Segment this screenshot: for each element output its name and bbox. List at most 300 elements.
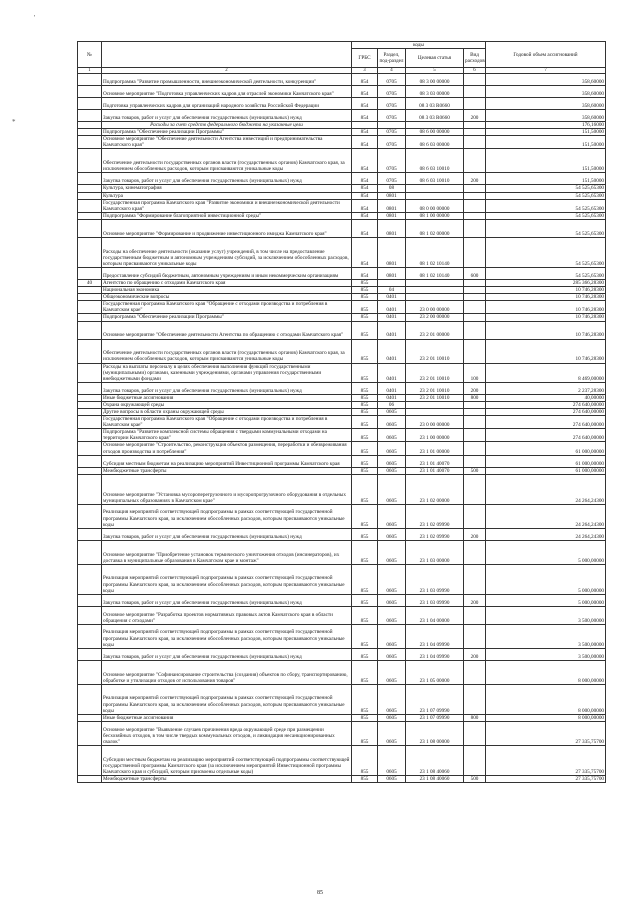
row-sum-cell: 274 640,00000 bbox=[486, 416, 606, 429]
header-num-5: 5 bbox=[406, 68, 464, 74]
table-row bbox=[78, 540, 606, 564]
table-row bbox=[78, 684, 606, 714]
row-csr-cell bbox=[406, 408, 464, 415]
row-razdel-cell: 0705 bbox=[378, 98, 406, 110]
table-row bbox=[78, 86, 606, 98]
table-row bbox=[78, 122, 606, 129]
table-row bbox=[78, 237, 606, 267]
row-number-cell bbox=[78, 363, 102, 382]
header-grbs: ГРБС bbox=[352, 49, 378, 68]
row-csr-cell: 23 2 01 10010 bbox=[406, 339, 464, 363]
row-name-cell: Обеспечение деятельности государственных органов власти (государственных органов) Камчатского края, за исключением обособленных расходов, которым присваиваются уникальные коды bbox=[102, 339, 352, 363]
header-csr: Целевая статья bbox=[406, 49, 464, 68]
row-razdel-cell: 0801 bbox=[378, 212, 406, 219]
table-row bbox=[78, 136, 606, 149]
row-vr-cell bbox=[464, 314, 486, 321]
row-razdel-cell: 0605 bbox=[378, 540, 406, 564]
row-csr-cell: 23 2 01 00000 bbox=[406, 321, 464, 339]
row-vr-cell bbox=[464, 301, 486, 314]
row-number-cell bbox=[78, 185, 102, 192]
row-razdel-cell: 0801 bbox=[378, 192, 406, 199]
row-grbs-cell: 855 bbox=[352, 775, 378, 782]
row-csr-cell: 23 1 05 00000 bbox=[406, 660, 464, 684]
row-csr-cell: 08 6 03 10010 bbox=[406, 173, 464, 185]
row-number-cell bbox=[78, 294, 102, 301]
row-vr-cell bbox=[464, 219, 486, 237]
table-row bbox=[78, 149, 606, 173]
row-name-cell: Основное мероприятие "Обеспечение деятельности Агентства инвестиций и предпринимательства Камчатского края" bbox=[102, 136, 352, 149]
row-grbs-cell: 855 bbox=[352, 745, 378, 775]
row-csr-cell: 08 1 02 00000 bbox=[406, 219, 464, 237]
row-csr-cell: 23 0 00 00000 bbox=[406, 416, 464, 429]
row-number-cell bbox=[78, 745, 102, 775]
row-grbs-cell: 855 bbox=[352, 339, 378, 363]
table-row bbox=[78, 129, 606, 136]
row-number-cell bbox=[78, 237, 102, 267]
row-grbs-cell: 855 bbox=[352, 721, 378, 745]
row-vr-cell bbox=[464, 624, 486, 648]
row-razdel-cell: 0801 bbox=[378, 237, 406, 267]
row-name-cell: Обеспечение деятельности государственных органов власти (государственных органов) Камчатского края, за исключением обособленных расходов, которым присваиваются уникальные коды bbox=[102, 149, 352, 173]
row-number-cell bbox=[78, 540, 102, 564]
row-number-cell bbox=[78, 110, 102, 122]
row-csr-cell: 23 1 01 40070 bbox=[406, 467, 464, 474]
table-row bbox=[78, 401, 606, 408]
row-razdel-cell: 0801 bbox=[378, 199, 406, 212]
row-razdel-cell: 06 bbox=[378, 401, 406, 408]
row-csr-cell: 08 3 00 00000 bbox=[406, 74, 464, 86]
row-csr-cell: 23 1 02 00000 bbox=[406, 474, 464, 504]
row-sum-cell: 358,60000 bbox=[486, 98, 606, 110]
row-number-cell bbox=[78, 467, 102, 474]
row-razdel-cell: 0605 bbox=[378, 624, 406, 648]
row-vr-cell bbox=[464, 429, 486, 442]
row-razdel-cell: 0705 bbox=[378, 136, 406, 149]
row-grbs-cell: 854 bbox=[352, 98, 378, 110]
row-vr-cell: 500 bbox=[464, 467, 486, 474]
row-name-cell: Национальная экономика bbox=[102, 287, 352, 294]
row-name-cell: Агентство по обращению с отходами Камчатского края bbox=[102, 279, 352, 286]
row-number-cell bbox=[78, 624, 102, 648]
row-grbs-cell: 854 bbox=[352, 237, 378, 267]
row-number-cell bbox=[78, 321, 102, 339]
row-name-cell: Основное мероприятие "Строительство, реконструкция объектов размещения, переработки и обезвреживания отходов производства и потребления" bbox=[102, 442, 352, 455]
row-sum-cell: 10 746,28300 bbox=[486, 321, 606, 339]
row-vr-cell bbox=[464, 294, 486, 301]
row-razdel-cell: 0801 bbox=[378, 219, 406, 237]
row-name-cell: Основное мероприятие "Разработка проектов нормативных правовых актов Камчатского края в области обращения с отходами" bbox=[102, 606, 352, 624]
row-csr-cell: 23 1 04 09990 bbox=[406, 624, 464, 648]
row-grbs-cell: 855 bbox=[352, 606, 378, 624]
table-row bbox=[78, 624, 606, 648]
row-grbs-cell: 855 bbox=[352, 314, 378, 321]
row-vr-cell: 200 bbox=[464, 594, 486, 606]
row-name-cell: Государственная программа Камчатского края "Развитие экономики и внешнеэкономической деятельности Камчатского края" bbox=[102, 199, 352, 212]
table-row bbox=[78, 474, 606, 504]
row-grbs-cell: 855 bbox=[352, 394, 378, 401]
budget-table bbox=[77, 41, 606, 783]
row-csr-cell bbox=[406, 401, 464, 408]
row-razdel-cell: 0605 bbox=[378, 429, 406, 442]
row-razdel-cell: 0605 bbox=[378, 660, 406, 684]
row-razdel-cell: 0401 bbox=[378, 382, 406, 394]
row-csr-cell: 23 1 07 09990 bbox=[406, 684, 464, 714]
row-vr-cell bbox=[464, 684, 486, 714]
row-csr-cell: 23 1 01 40070 bbox=[406, 455, 464, 467]
row-sum-cell: 2 237,28300 bbox=[486, 382, 606, 394]
row-csr-cell: 23 2 01 10010 bbox=[406, 382, 464, 394]
row-name-cell: Расходы на обеспечение деятельности (оказание услуг) учреждений, в том числе на предоставление государственным бюджетным и автономным учреждениям субсидий, за исключением обособленных расходов, которым присваиваются уникальные коды bbox=[102, 237, 352, 267]
row-razdel-cell: 0401 bbox=[378, 294, 406, 301]
row-razdel-cell: 0705 bbox=[378, 173, 406, 185]
row-csr-cell: 23 1 08 00000 bbox=[406, 721, 464, 745]
row-name-cell: Основное мероприятие "Софинансирование строительства (создания) объектов по сбору, транспортированию, обработке и утилизации отходов от использования товаров" bbox=[102, 660, 352, 684]
row-number-cell bbox=[78, 455, 102, 467]
row-csr-cell bbox=[406, 192, 464, 199]
table-row bbox=[78, 504, 606, 528]
table-row bbox=[78, 394, 606, 401]
table-row bbox=[78, 185, 606, 192]
row-number-cell bbox=[78, 606, 102, 624]
row-csr-cell: 23 1 00 00000 bbox=[406, 429, 464, 442]
row-sum-cell: 10 746,28300 bbox=[486, 339, 606, 363]
row-sum-cell: 176,16000 bbox=[486, 122, 606, 129]
row-sum-cell: 151,50000 bbox=[486, 149, 606, 173]
table-row bbox=[78, 294, 606, 301]
row-razdel-cell: 0401 bbox=[378, 314, 406, 321]
row-grbs-cell: 855 bbox=[352, 416, 378, 429]
row-csr-cell: 23 1 08 40060 bbox=[406, 775, 464, 782]
row-number-cell bbox=[78, 382, 102, 394]
row-sum-cell: 8 000,00000 bbox=[486, 684, 606, 714]
row-name-cell: Основное мероприятие "Обеспечение деятельности Агентства по обращению с отходами Камчатского края" bbox=[102, 321, 352, 339]
row-sum-cell: 151,50000 bbox=[486, 173, 606, 185]
row-name-cell: Иные бюджетные ассигнования bbox=[102, 394, 352, 401]
table-row bbox=[78, 382, 606, 394]
header-codes: коды bbox=[352, 42, 486, 49]
row-vr-cell bbox=[464, 416, 486, 429]
header-num-6: 6 bbox=[464, 68, 486, 74]
row-sum-cell: 10 746,28300 bbox=[486, 294, 606, 301]
row-csr-cell: 23 2 00 00000 bbox=[406, 314, 464, 321]
row-name-cell: Культура bbox=[102, 192, 352, 199]
row-grbs-cell: 855 bbox=[352, 624, 378, 648]
row-number-cell bbox=[78, 122, 102, 129]
row-grbs-cell: 854 bbox=[352, 199, 378, 212]
row-sum-cell: 54 525,65300 bbox=[486, 185, 606, 192]
row-grbs-cell: 854 bbox=[352, 129, 378, 136]
row-number-cell bbox=[78, 442, 102, 455]
row-razdel-cell: 0401 bbox=[378, 394, 406, 401]
row-vr-cell bbox=[464, 86, 486, 98]
row-grbs-cell: 854 bbox=[352, 192, 378, 199]
row-vr-cell bbox=[464, 149, 486, 173]
row-csr-cell: 23 1 04 09990 bbox=[406, 648, 464, 660]
row-name-cell: Закупка товаров, работ и услуг для обеспечения государственных (муниципальных) нужд bbox=[102, 648, 352, 660]
row-csr-cell: 08 1 02 10140 bbox=[406, 267, 464, 279]
row-csr-cell: 08 0 00 00000 bbox=[406, 199, 464, 212]
row-name-cell: Реализация мероприятий соответствующей подпрограммы в рамках соответствующей государственной программы Камчатского края, за исключением обособленных расходов, которым присваиваются уникальные коды bbox=[102, 504, 352, 528]
row-csr-cell: 08 6 00 00000 bbox=[406, 129, 464, 136]
table-row bbox=[78, 594, 606, 606]
row-razdel-cell bbox=[378, 279, 406, 286]
header-no: № bbox=[78, 42, 102, 68]
row-number-cell bbox=[78, 594, 102, 606]
row-name-cell: Основное мероприятие "Подготовка управленческих кадров для отраслей экономики Камчатского края" bbox=[102, 86, 352, 98]
row-number-cell bbox=[78, 129, 102, 136]
table-row bbox=[78, 714, 606, 721]
row-name-cell: Закупка товаров, работ и услуг для обеспечения государственных (муниципальных) нужд bbox=[102, 173, 352, 185]
row-name-cell: Подпрограмма "Обеспечение реализации Программы" bbox=[102, 314, 352, 321]
row-vr-cell bbox=[464, 455, 486, 467]
header-num-7: 7 bbox=[486, 68, 606, 74]
row-vr-cell bbox=[464, 237, 486, 267]
row-razdel-cell: 0801 bbox=[378, 267, 406, 279]
row-name-cell: Подпрограмма "Формирование благоприятной инвестиционной среды" bbox=[102, 212, 352, 219]
row-vr-cell bbox=[464, 721, 486, 745]
row-razdel-cell: 0605 bbox=[378, 504, 406, 528]
table-row bbox=[78, 721, 606, 745]
row-name-cell: Государственная программа Камчатского края "Обращение с отходами производства и потребления в Камчатском крае" bbox=[102, 416, 352, 429]
row-csr-cell: 23 1 08 40060 bbox=[406, 745, 464, 775]
margin-mark-top: ' bbox=[34, 14, 36, 22]
row-name-cell: Межбюджетные трансферты bbox=[102, 775, 352, 782]
row-vr-cell bbox=[464, 564, 486, 594]
row-name-cell: Подпрограмма "Развитие промышленности, внешнеэкономической деятельности, конкуренции" bbox=[102, 74, 352, 86]
row-sum-cell: 5 000,00000 bbox=[486, 564, 606, 594]
table-row bbox=[78, 408, 606, 415]
row-sum-cell: 285 366,28300 bbox=[486, 279, 606, 286]
row-name-cell: Основное мероприятие "Формирование и продвижение инвестиционного имиджа Камчатского края" bbox=[102, 219, 352, 237]
row-name-cell: Подготовка управленческих кадров для организаций народного хозяйства Российской Федерации bbox=[102, 98, 352, 110]
page-number: 85 bbox=[317, 890, 323, 896]
row-sum-cell: 151,50000 bbox=[486, 129, 606, 136]
row-number-cell: 40 bbox=[78, 279, 102, 286]
row-razdel-cell: 0605 bbox=[378, 474, 406, 504]
row-number-cell bbox=[78, 173, 102, 185]
row-name-cell: Подпрограмма "Развитие комплексной системы обращения с твердыми коммунальными отходами на территории Камчатского края" bbox=[102, 429, 352, 442]
row-sum-cell: 8 000,00000 bbox=[486, 660, 606, 684]
row-sum-cell: 54 525,65300 bbox=[486, 219, 606, 237]
row-name-cell: Предоставление субсидий бюджетным, автономным учреждениям и иным некоммерческим организациям bbox=[102, 267, 352, 279]
table-row bbox=[78, 321, 606, 339]
row-grbs-cell: 854 bbox=[352, 86, 378, 98]
row-number-cell bbox=[78, 149, 102, 173]
row-razdel-cell: 0605 bbox=[378, 775, 406, 782]
row-vr-cell bbox=[464, 136, 486, 149]
row-vr-cell: 800 bbox=[464, 394, 486, 401]
row-sum-cell: 3 500,00000 bbox=[486, 624, 606, 648]
row-vr-cell: 600 bbox=[464, 267, 486, 279]
row-grbs-cell: 855 bbox=[352, 528, 378, 540]
row-grbs-cell: 855 bbox=[352, 382, 378, 394]
row-csr-cell: 23 1 03 09990 bbox=[406, 564, 464, 594]
budget-table-body bbox=[78, 74, 606, 783]
row-number-cell bbox=[78, 401, 102, 408]
row-razdel-cell: 0605 bbox=[378, 606, 406, 624]
row-vr-cell: 500 bbox=[464, 775, 486, 782]
table-row bbox=[78, 648, 606, 660]
row-vr-cell: 200 bbox=[464, 528, 486, 540]
row-number-cell bbox=[78, 301, 102, 314]
row-grbs-cell: 855 bbox=[352, 401, 378, 408]
table-row bbox=[78, 455, 606, 467]
row-razdel-cell: 0705 bbox=[378, 149, 406, 173]
row-sum-cell: 24 264,24300 bbox=[486, 504, 606, 528]
header-total: Годовой объем ассигнований bbox=[486, 42, 606, 68]
row-name-cell: Государственная программа Камчатского края "Обращение с отходами производства и потребления в Камчатском крае" bbox=[102, 301, 352, 314]
row-grbs-cell: 855 bbox=[352, 540, 378, 564]
table-row bbox=[78, 301, 606, 314]
row-sum-cell: 10 746,28300 bbox=[486, 287, 606, 294]
row-name-cell: Другие вопросы в области охраны окружающей среды bbox=[102, 408, 352, 415]
row-grbs-cell: 855 bbox=[352, 455, 378, 467]
row-vr-cell bbox=[464, 98, 486, 110]
row-number-cell bbox=[78, 86, 102, 98]
row-grbs-cell: 855 bbox=[352, 474, 378, 504]
header-num-3: 3 bbox=[352, 68, 378, 74]
row-number-cell bbox=[78, 192, 102, 199]
table-row bbox=[78, 467, 606, 474]
row-vr-cell bbox=[464, 122, 486, 129]
row-grbs-cell: 855 bbox=[352, 504, 378, 528]
table-row bbox=[78, 775, 606, 782]
row-sum-cell: 358,60000 bbox=[486, 74, 606, 86]
row-name-cell: Иные бюджетные ассигнования bbox=[102, 714, 352, 721]
row-name-cell: Реализация мероприятий соответствующей подпрограммы в рамках соответствующей государственной программы Камчатского края, за исключением обособленных расходов, которым присваиваются уникальные коды bbox=[102, 564, 352, 594]
row-csr-cell: 08 3 03 00000 bbox=[406, 86, 464, 98]
row-grbs-cell: 854 bbox=[352, 110, 378, 122]
row-csr-cell: 23 0 00 00000 bbox=[406, 301, 464, 314]
row-razdel-cell: 0705 bbox=[378, 74, 406, 86]
row-razdel-cell: 04 bbox=[378, 287, 406, 294]
header-num-2: 2 bbox=[102, 68, 352, 74]
table-row bbox=[78, 528, 606, 540]
row-number-cell bbox=[78, 267, 102, 279]
row-sum-cell: 5 000,00000 bbox=[486, 540, 606, 564]
row-sum-cell: 274 640,00000 bbox=[486, 429, 606, 442]
row-razdel-cell bbox=[378, 122, 406, 129]
row-number-cell bbox=[78, 339, 102, 363]
row-vr-cell bbox=[464, 474, 486, 504]
row-csr-cell: 23 2 01 10010 bbox=[406, 394, 464, 401]
row-vr-cell bbox=[464, 129, 486, 136]
table-row bbox=[78, 564, 606, 594]
row-grbs-cell: 854 bbox=[352, 219, 378, 237]
row-number-cell bbox=[78, 199, 102, 212]
row-number-cell bbox=[78, 74, 102, 86]
row-grbs-cell: 854 bbox=[352, 267, 378, 279]
row-number-cell bbox=[78, 219, 102, 237]
row-vr-cell: 100 bbox=[464, 363, 486, 382]
row-csr-cell: 23 1 01 00000 bbox=[406, 442, 464, 455]
table-row bbox=[78, 110, 606, 122]
row-csr-cell: 08 6 03 00000 bbox=[406, 136, 464, 149]
row-razdel-cell: 0705 bbox=[378, 86, 406, 98]
row-sum-cell: 54 525,65300 bbox=[486, 267, 606, 279]
row-number-cell bbox=[78, 394, 102, 401]
row-vr-cell: 200 bbox=[464, 110, 486, 122]
row-grbs-cell: 855 bbox=[352, 321, 378, 339]
row-sum-cell: 3 500,00000 bbox=[486, 648, 606, 660]
row-name-cell: Реализация мероприятий соответствующей подпрограммы в рамках соответствующей государственной программы Камчатского края, за исключением обособленных расходов, которым присваиваются уникальные коды bbox=[102, 684, 352, 714]
row-number-cell bbox=[78, 775, 102, 782]
table-row bbox=[78, 267, 606, 279]
row-sum-cell: 61 000,00000 bbox=[486, 467, 606, 474]
row-vr-cell bbox=[464, 279, 486, 286]
table-row bbox=[78, 173, 606, 185]
row-razdel-cell: 0605 bbox=[378, 648, 406, 660]
row-sum-cell: 54 525,65300 bbox=[486, 199, 606, 212]
row-name-cell: Закупка товаров, работ и услуг для обеспечения государственных (муниципальных) нужд bbox=[102, 594, 352, 606]
row-razdel-cell: 0605 bbox=[378, 467, 406, 474]
row-razdel-cell: 0705 bbox=[378, 110, 406, 122]
row-csr-cell: 08 3 03 R0660 bbox=[406, 110, 464, 122]
row-vr-cell bbox=[464, 401, 486, 408]
row-sum-cell: 54 525,65300 bbox=[486, 237, 606, 267]
table-row bbox=[78, 429, 606, 442]
row-vr-cell bbox=[464, 321, 486, 339]
header-razdel: Раздел, под-раздел bbox=[378, 49, 406, 68]
row-grbs-cell: 855 bbox=[352, 714, 378, 721]
row-name-cell: Основное мероприятие "Установка мусороперегрузочного и мусоропрогрузочного оборудования в отдельных муниципальных образованиях в Камчатском крае" bbox=[102, 474, 352, 504]
row-grbs-cell: 854 bbox=[352, 136, 378, 149]
row-sum-cell: 10 746,28300 bbox=[486, 314, 606, 321]
row-name-cell: Общеэкономические вопросы bbox=[102, 294, 352, 301]
row-razdel-cell: 0605 bbox=[378, 528, 406, 540]
row-sum-cell: 27 335,75700 bbox=[486, 775, 606, 782]
row-sum-cell: 274 640,00000 bbox=[486, 401, 606, 408]
table-row bbox=[78, 74, 606, 86]
table-row bbox=[78, 212, 606, 219]
row-csr-cell bbox=[406, 287, 464, 294]
row-sum-cell: 54 525,65300 bbox=[486, 212, 606, 219]
header-num-1: 1 bbox=[78, 68, 102, 74]
row-name-cell: Основное мероприятие "Выявление случаев причинения вреда окружающей среде при размещении бесхозяйных отходов, в том числе твердых коммунальных отходов, и ликвидация несанкционированных свалок" bbox=[102, 721, 352, 745]
row-name-cell: Расходы за счет средств федерального бюджета на указанные цели bbox=[102, 122, 352, 129]
table-row bbox=[78, 660, 606, 684]
row-razdel-cell: 0605 bbox=[378, 594, 406, 606]
row-number-cell bbox=[78, 504, 102, 528]
table-row bbox=[78, 98, 606, 110]
row-razdel-cell: 0705 bbox=[378, 129, 406, 136]
margin-mark-mid: * bbox=[12, 118, 16, 126]
row-grbs-cell: 855 bbox=[352, 660, 378, 684]
row-sum-cell: 24 264,24300 bbox=[486, 474, 606, 504]
row-sum-cell: 27 335,75700 bbox=[486, 721, 606, 745]
row-sum-cell: 358,60000 bbox=[486, 86, 606, 98]
row-sum-cell: 10 746,28300 bbox=[486, 301, 606, 314]
row-vr-cell bbox=[464, 606, 486, 624]
row-vr-cell bbox=[464, 199, 486, 212]
row-csr-cell: 23 1 07 09990 bbox=[406, 714, 464, 721]
row-csr-cell: 08 1 00 00000 bbox=[406, 212, 464, 219]
row-number-cell bbox=[78, 314, 102, 321]
row-vr-cell: 200 bbox=[464, 382, 486, 394]
header-vr: Вид расходов bbox=[464, 49, 486, 68]
row-csr-cell bbox=[406, 294, 464, 301]
row-grbs-cell: 855 bbox=[352, 442, 378, 455]
row-grbs-cell: 854 bbox=[352, 212, 378, 219]
header-num-4: 4 bbox=[378, 68, 406, 74]
row-razdel-cell: 0401 bbox=[378, 363, 406, 382]
row-razdel-cell: 0605 bbox=[378, 416, 406, 429]
row-csr-cell: 23 1 02 09990 bbox=[406, 528, 464, 540]
row-csr-cell: 23 2 01 10010 bbox=[406, 363, 464, 382]
row-number-cell bbox=[78, 714, 102, 721]
row-vr-cell bbox=[464, 212, 486, 219]
table-row bbox=[78, 314, 606, 321]
